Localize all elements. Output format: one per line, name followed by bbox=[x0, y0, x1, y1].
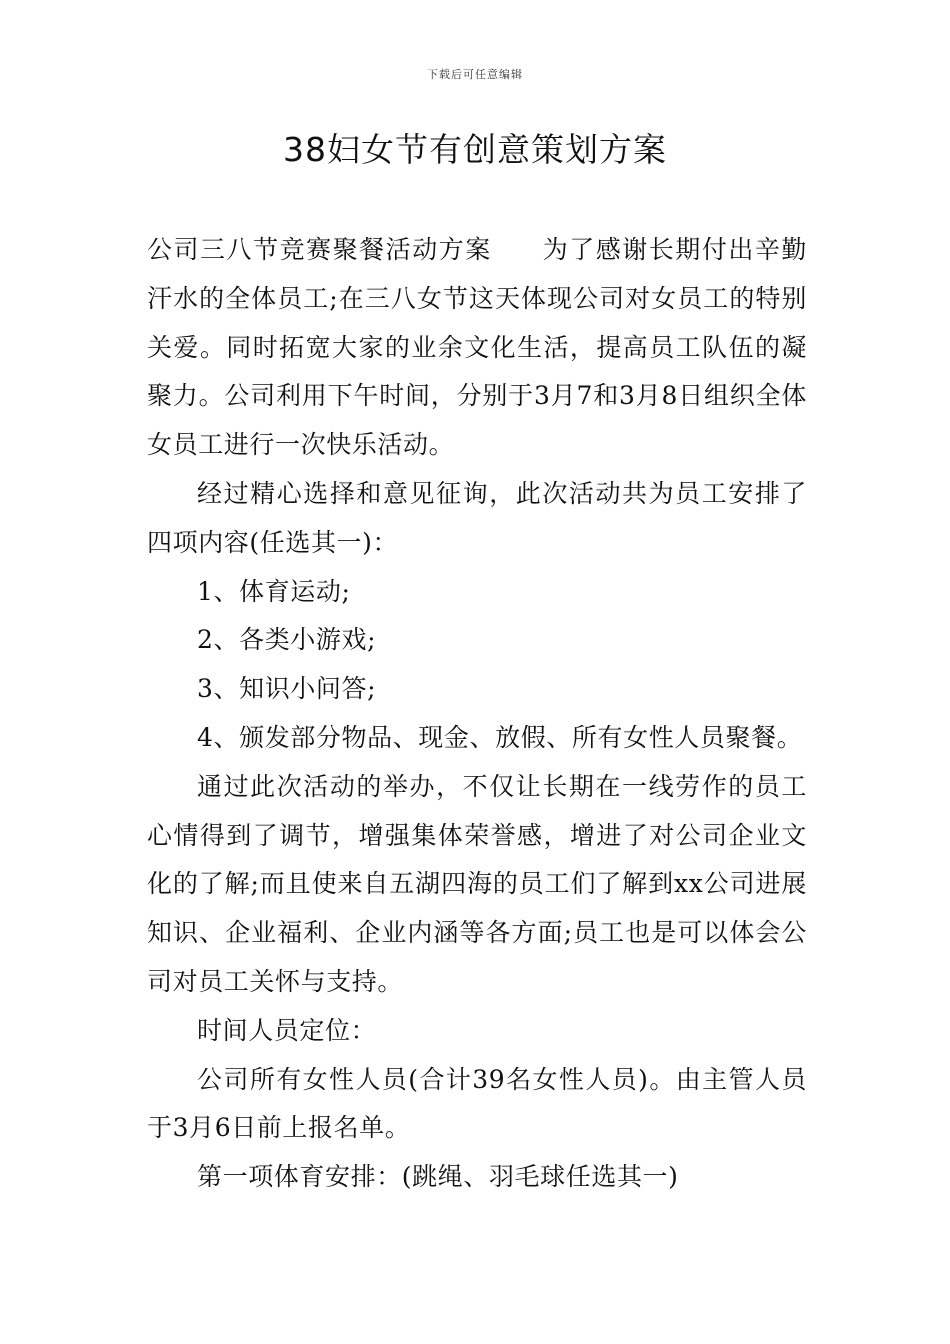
paragraph-selection: 经过精心选择和意见征询，此次活动共为员工安排了四项内容(任选其一)： bbox=[147, 478, 807, 557]
document-body bbox=[147, 226, 807, 1202]
paragraph-sports-heading: 第一项体育安排：(跳绳、羽毛球任选其一) bbox=[197, 1162, 679, 1192]
list-item-2: 2、各类小游戏; bbox=[197, 625, 377, 655]
list-item-3: 3、知识小问答; bbox=[197, 674, 377, 704]
intro-body: 为了感谢长期付出辛勤汗水的全体员工;在三八女节这天体现公司对女员工的特别关爱。同时拓宽大家的业余文化生活，提高员工队伍的凝聚力。公司利用下午时间，分别于3月7和3月8日组织全体女员工进行一次快乐活动。 bbox=[147, 235, 807, 460]
list-item-1: 1、体育运动; bbox=[197, 576, 351, 606]
paragraph-benefits: 通过此次活动的举办，不仅让长期在一线劳作的员工心情得到了调节，增强集体荣誉感，增进了对公司企业文化的了解;而且使来自五湖四海的员工们了解到xx公司进展知识、企业福利、企业内涵等各方面;员工也是可以体会公司对员工关怀与支持。 bbox=[147, 771, 807, 996]
paragraph-time-heading: 时间人员定位： bbox=[197, 1015, 377, 1045]
document-title: 38妇女节有创意策划方案 bbox=[283, 130, 667, 169]
paragraph-intro bbox=[147, 226, 807, 470]
intro-lead: 公司三八节竞赛聚餐活动方案 bbox=[147, 235, 492, 264]
header-note: 下载后可任意编辑 bbox=[427, 68, 523, 81]
paragraph-participants: 公司所有女性人员(合计39名女性人员)。由主管人员于3月6日前上报名单。 bbox=[147, 1064, 807, 1143]
list-item-4: 4、颁发部分物品、现金、放假、所有女性人员聚餐。 bbox=[197, 722, 803, 752]
